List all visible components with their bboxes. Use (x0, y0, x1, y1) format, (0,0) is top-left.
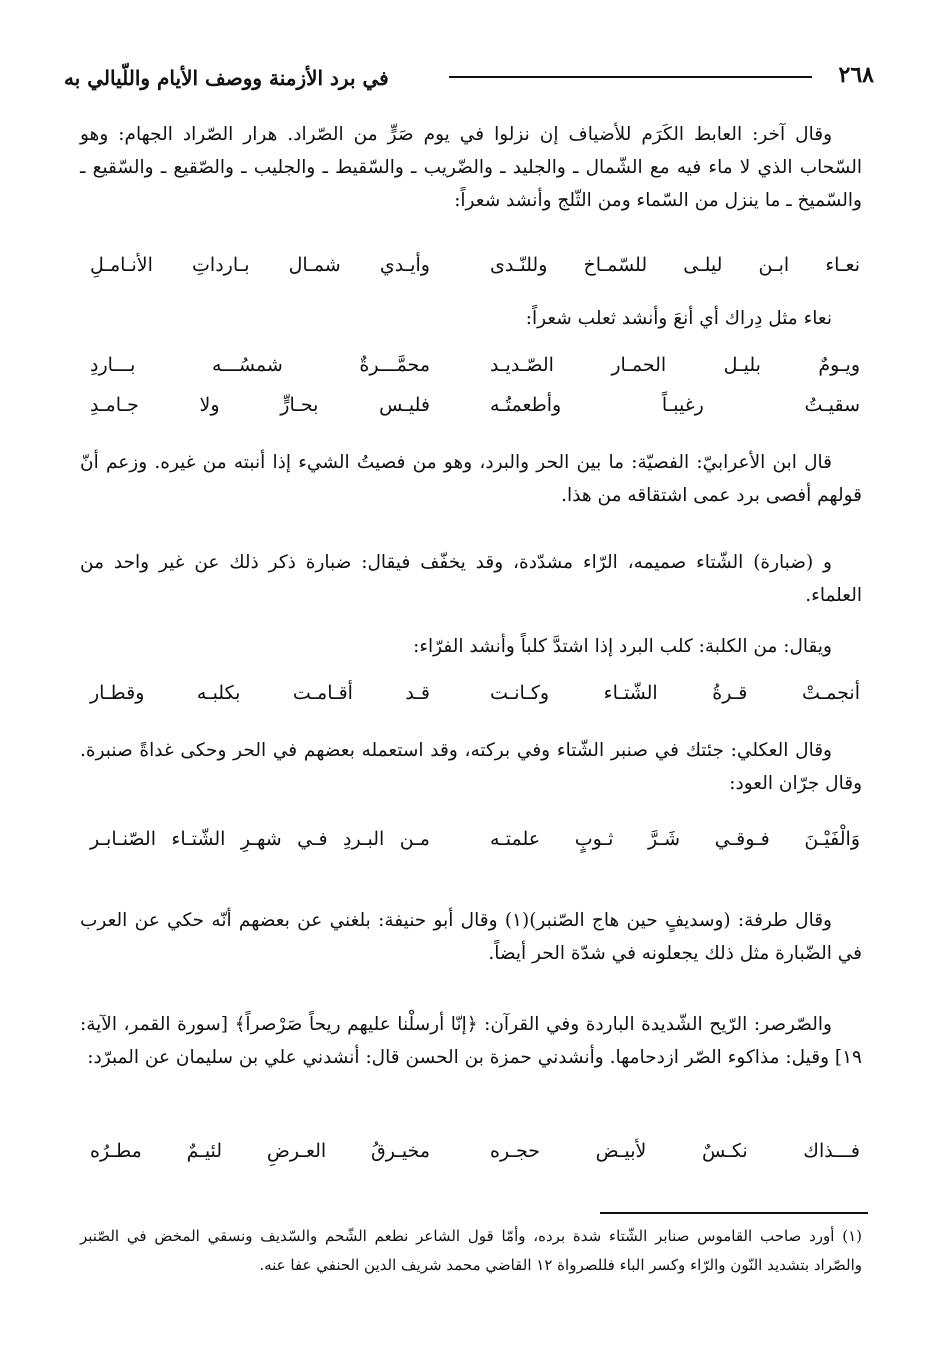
verse-second-hemistich: قـد أقـامـت بكلبـه وقطـار (90, 682, 430, 704)
verse-second-hemistich: وأيـدي شمـال بـارداتِ الأنـامـلِ (90, 254, 430, 276)
paragraph: نعاء مثل دِراك أي أنعَ وأنشد ثعلب شعراً: (525, 308, 832, 329)
page-number: ٢٦٨ (838, 62, 874, 88)
verse-first-hemistich: وَالْفَيْـنَ فـوقـي شَـرَّ ثـوبٍ علمتـه (490, 828, 860, 850)
paragraph: وقال طرفة: (وسديفٍ حين هاج الصّنبر)(١) وقال أبو حنيفة: بلغني عن بعضهم أنّه حكي عن العرب في الضّبارة مثل ذلك يجعلونه في شدّة الحر أيضاً. (80, 910, 862, 964)
paragraph: ويقال: من الكلبة: كلب البرد إذا اشتدَّ كلباً وأنشد الفرّاء: (413, 636, 832, 657)
footnote: (١) أورد صاحب القاموس صنابر الشّتاء شدة برده، وأمّا قول الشاعر نطعم الشّحم والسّديف ونسقي المخض في الصّنبر والصّراد بتشديد النّون والرّاء وكسر الباء فللصرواة ١٢ القاضي محمد شريف الدين الحنفي عفا عنه. (80, 1227, 862, 1274)
verse-first-hemistich: فـــذاك نكـسٌ لأبيـض حجـره (490, 1140, 860, 1162)
verse-first-hemistich: سقيـتُ رغيبـاً وأطعمتُـه (490, 394, 860, 416)
running-title: في برد الأزمنة ووصف الأيام واللّيالي به (64, 66, 389, 90)
paragraph: وقال العكلي: جئتك في صنبر الشّتاء وفي بركته، وقد استعمله بعضهم في الحر وحكى غداةً صنبرة. وقال جرّان العود: (80, 740, 862, 794)
verse-line (90, 394, 860, 428)
verse-line (90, 254, 860, 288)
paragraph: و (ضبارة) الشّتاء صميمه، الرّاء مشدّدة، وقد يخفّف فيقال: ضبارة ذكر ذلك عن غير واحد من العلماء. (80, 552, 862, 606)
verse-first-hemistich: ويـومٌ بليـل الحمـار الصّـديـد (490, 354, 860, 376)
verse-second-hemistich: فليـس بحـارٍّ ولا جـامـدِ (90, 394, 430, 416)
paragraph: والصّرصر: الرّيح الشّديدة الباردة وفي القرآن: ﴿إنّا أرسلْنا عليهم ريحاً صَرْصراً﴾ [سورة القمر، الآية: ١٩] وقيل: مذاكوء الصّر ازدحامها. وأنشدني حمزة بن الحسن قال: أنشدني علي بن سليمان عن المبرّد: (80, 1014, 862, 1068)
header-rule (449, 76, 812, 78)
verse-second-hemistich: محمَّـــرةٌ شمسُـــه بـــاردِ (90, 354, 430, 376)
verse-line (90, 1140, 860, 1174)
verse-first-hemistich: نعـاء ابـن ليلـى للسّمـاخ وللنّـدى (490, 254, 860, 276)
verse-second-hemistich: مخيـرقُ العـرضِ لئيـمٌ مطـرُه (90, 1140, 430, 1162)
paragraph: قال ابن الأعرابيّ: الفصيّة: ما بين الحر والبرد، وهو من فصيتُ الشيء إذا أنبته من غيره. وزعم أنّ قولهم أفصى برد عمى اشتقاقه من هذا. (80, 452, 862, 506)
verse-line (90, 354, 860, 388)
footnote-rule (600, 1212, 868, 1214)
verse-line (90, 828, 860, 862)
paragraph: وقال آخر: العابط الكَرَم للأضياف إن نزلوا في يوم صَرٍّ من الصّراد. هرار الصّراد الجهام: وهو السّحاب الذي لا ماء فيه مع الشّمال ـ والجليد ـ والضّريب ـ والسّقيط ـ والجليب ـ والصّقيع ـ والسّقيع ـ والسّميخ ـ ما ينزل من السّماء ومن الثّلج وأنشد شعراً: (80, 124, 862, 211)
verse-second-hemistich: مـن البـردِ فـي شهـرِ الشّتـاء الصّنـابـر (90, 828, 430, 850)
verse-first-hemistich: أنجمـتْ قـرةُ الشّتـاء وكـانـت (490, 682, 860, 704)
page-header (64, 62, 874, 98)
verse-line (90, 682, 860, 716)
